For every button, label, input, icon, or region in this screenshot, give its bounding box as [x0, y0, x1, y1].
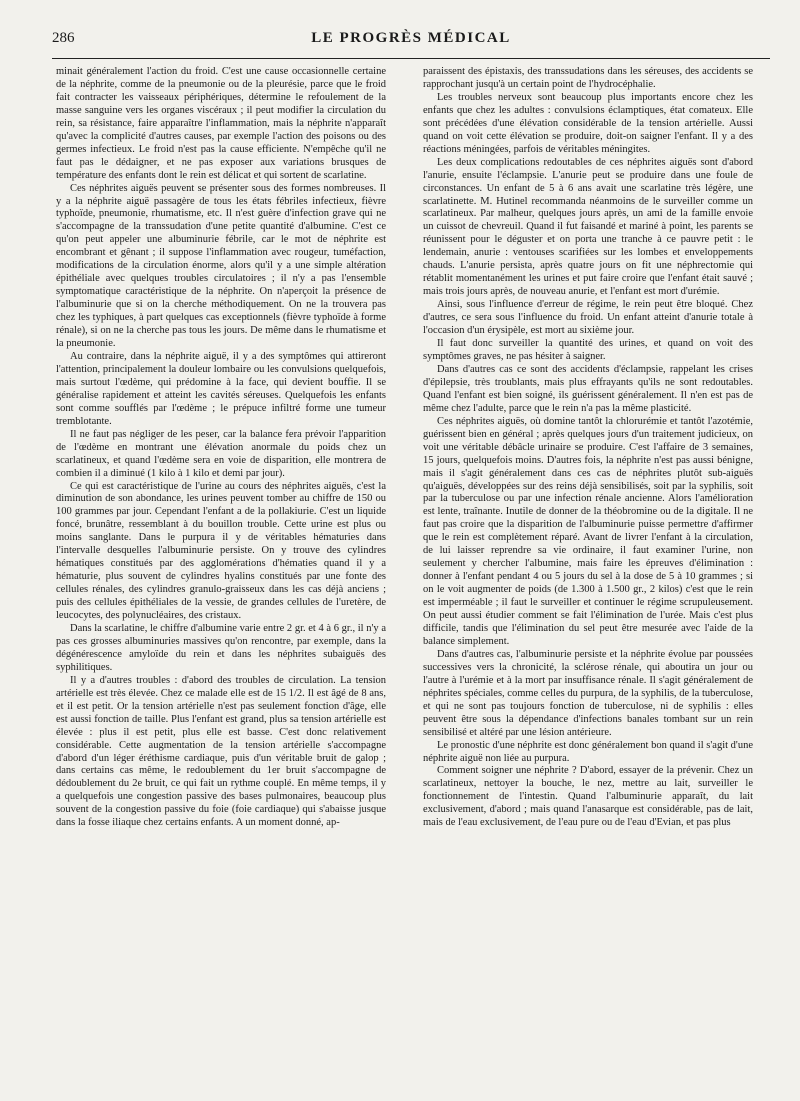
paragraph: Dans d'autres cas ce sont des accidents d'éclampsie, rappelant les crises d'épilepsie, très troublants, mais plus effrayants qu'ils ne sont redoutables. Quand l'enfant est bien soigné, ils guérissent généralement. Il n'en est pas de même chez l'adulte, parce que le rein n'a pas la même plasticité.	[423, 363, 753, 414]
paragraph: Ainsi, sous l'influence d'erreur de régime, le rein peut être bloqué. Chez d'autres, ce sera sous l'influence du froid. Un enfant atteint d'anurie totale à l'occasion d'un érysipèle, est mort au sixième jour.	[423, 299, 753, 337]
paragraph: paraissent des épistaxis, des transsudations dans les séreuses, des accidents se rapprochant jusqu'à un certain point de l'hydrocéphalie.	[423, 66, 753, 90]
paragraph: Comment soigner une néphrite ? D'abord, essayer de la prévenir. Chez un scarlatineux, nettoyer la bouche, le nez, mettre au lait, surveiller le fonctionnement de l'intestin. Quand l'albuminurie apparaît, du lait exclusivement, d'abord ; mais quand l'anasarque est considérable, pas de lait, mais de l'eau exclusivement, de l'eau pure ou de l'eau d'Evian, et pas plus	[423, 765, 753, 829]
paragraph: Les deux complications redoutables de ces néphrites aiguës sont d'abord l'anurie, ensuite l'éclampsie. L'anurie peut se produire dans une foule de circonstances. Un enfant de 5 à 6 ans avait une scarlatine très légère, une scarlatinette. M. Hutinel recommanda néanmoins de le surveiller comme un scarlatineux. Par malheur, quelques jours après, un ami de la famille envoie un cuissot de chevreuil. Quand il fut faisandé et mariné à point, les parents se réunissent pour le déguster et on porta une tranche à ce pauvre petit : le lendemain, anurie : ventouses scarifiées sur les lombes et enveloppements chauds. L'anurie persista, après quatre jours on fit une néphrectomie qui rétablit momentanément les urines et put faire croire que l'enfant était sauvé ; mais trois jours après, de nouveau anurie, et l'enfant est mort d'urémie.	[423, 156, 753, 298]
running-title: LE PROGRÈS MÉDICAL	[311, 30, 511, 46]
paragraph: Dans d'autres cas, l'albuminurie persiste et la néphrite évolue par poussées successives vers la chronicité, la sclérose rénale, qui aboutira un jour ou l'autre à l'urémie et à la mort par insuffisance rénale. Il s'agit généralement de néphrites spéciales, comme celles du purpura, de la syphilis, de la tuberculose, et qui ne sont pas toujours fonction de tuberculose, ni de syphilis : elles peuvent être sous la dépendance d'infections banales tombant sur un rein sensibilisé et altéré par une lésion antérieure.	[423, 648, 753, 738]
header-rule	[52, 58, 770, 59]
left-column	[56, 66, 386, 830]
paragraph: Ces néphrites aiguës peuvent se présenter sous des formes nombreuses. Il y a la néphrite aiguë passagère de tous les états fébriles infectieux, fièvre typhoïde, pneumonie, rhumatisme, etc. Il n'est guère d'infection grave qui ne s'accompagne de la transsudation d'une petite quantité d'albumine. C'est ce qu'on peut appeler une albuminurie fébrile, car le mot de néphrite est encombrant et gênant ; il suppose l'inflammation avec rougeur, tuméfaction, modifications de la circulation énorme, alors qu'il y a une simple altération épithéliale avec quelques troubles circulatoires ; il n'y a pas l'ensemble symptomatique caractéristique de la néphrite. On n'aperçoit la présence de l'albuminurie que si on la cherche méthodiquement. On ne la trouvera pas chez les typhiques, à part quelques cas exceptionnels (fièvre typhoïde à forme rénale), si on ne la cherche pas tous les jours. De même dans le rhumatisme et la pneumonie.	[56, 182, 386, 350]
paragraph: Les troubles nerveux sont beaucoup plus importants encore chez les enfants que chez les adultes : convulsions éclamptiques, état comateux. Elle sont précédées d'une élévation considérable de la tension artérielle. Aussi quand on voit cette élévation se produire, doit-on saigner l'enfant. Il y a des réactions méningées, parfois de véritables méningites.	[423, 91, 753, 155]
paragraph: Ce qui est caractéristique de l'urine au cours des néphrites aiguës, c'est la diminution de son abondance, les urines peuvent tomber au chiffre de 150 ou 100 grammes par jour. Cependant l'enfant a de la pollakiurie. C'est un liquide foncé, brunâtre, ressemblant à du bouillon trouble. Cette urine est plus ou moins sanglante. Dans le purpura il y de véritables hématuries dans l'intervalle desquelles l'albuminurie persiste. On y trouve des cylindres hématiques constitués par des agglomérations d'hématies quand il y a hématurie, plus souvent de cylindres hyalins constitués par une fonte des cellules rénales, des cylindres granulo-graisseux dans les cas déjà anciens ; puis des cellules épithéliales de la vessie, de grandes cellules de l'uretère, de leucocytes, des polynucléaires, des cristaux.	[56, 480, 386, 622]
right-column	[423, 66, 753, 830]
paragraph: minait généralement l'action du froid. C'est une cause occasionnelle certaine de la néphrite, comme de la pneumonie ou de la pleurésie, parce que le froid fait contracter les vaisseaux périphériques, détermine le refoulement de la masse sanguine vers les organes viscéraux ; il peut modifier la circulation du rein, sa résistance, faire apparaître l'inflammation, mais la néphrite n'apparaît qu'avec la complicité d'autres causes, par exemple l'action des poisons ou des germes infectieux. Le froid n'est pas la cause efficiente. N'empêche qu'il ne faut pas le dédaigner, et ne pas exposer aux variations brusques de température des enfants dont le rein est délicat et qui sortent de scarlatine.	[56, 66, 386, 181]
paragraph: Il ne faut pas négliger de les peser, car la balance fera prévoir l'apparition de l'œdème en montrant une élévation anormale du poids chez un scarlatineux, et quand l'œdème sera en voie de disparition, elle montrera de combien il a diminué (1 kilo à 1 kilo et demi par jour).	[56, 428, 386, 479]
page-header	[52, 30, 770, 56]
paragraph: Dans la scarlatine, le chiffre d'albumine varie entre 2 gr. et 4 à 6 gr., il n'y a pas ces grosses albuminuries massives qu'on rencontre, par exemple, dans la dégénérescence amyloïde du rein et dans les néphrites subaiguës des syphilitiques.	[56, 622, 386, 673]
paragraph: Au contraire, dans la néphrite aiguë, il y a des symptômes qui attireront l'attention, principalement la douleur lombaire ou les convulsions quelquefois, mais surtout l'œdème, qui prédomine à la face, qui devient bouffie. Il se généralise rapidement et atteint les cavités séreuses. Quelquefois les enfants sont comme soufflés par l'œdème ; le prépuce infiltré forme une tumeur tremblotante.	[56, 350, 386, 427]
paragraph: Il faut donc surveiller la quantité des urines, et quand on voit des symptômes graves, ne pas hésiter à saigner.	[423, 338, 753, 362]
paragraph: Le pronostic d'une néphrite est donc généralement bon quand il s'agit d'une néphrite aiguë non liée au purpura.	[423, 739, 753, 764]
paragraph: Il y a d'autres troubles : d'abord des troubles de circulation. La tension artérielle est très élevée. Chez ce malade elle est de 15 1/2. Il est âgé de 8 ans, et il est petit. Or la tension artérielle n'est pas seulement fonction d'âge, elle est aussi fonction de taille. Plus l'enfant est grand, plus sa tension artérielle est élevée : plus il est petit, plus elle est basse. C'est donc relativement considérable. Cette augmentation de la tension artérielle s'accompagne d'abord d'un léger éréthisme cardiaque, puis d'un véritable bruit de galop ; dans certains cas même, le redoublement du 1er bruit s'accompagne de dédoublement du 2e bruit, ce qui fait un rythme couplé. En même temps, il y a quelquefois une congestion passive des bases pulmonaires, beaucoup plus souvent de la congestion passive du foie (foie cardiaque) qui s'abaisse jusque dans la fosse iliaque chez certains enfants. A un moment donné, ap-	[56, 674, 386, 829]
paragraph: Ces néphrites aiguës, où domine tantôt la chlorurémie et tantôt l'azotémie, guérissent bien en général ; après quelques jours d'un traitement judicieux, on voit une véritable débâcle urinaire se produire. C'est l'affaire de 3 semaines, 15 jours, quelquefois moins. D'autres fois, la néphrite n'est pas aussi bénigne, mais il s'agit généralement dans ces cas de néphrites plutôt sub-aiguës qu'aiguës, développées sur des reins déjà sensibilisés, soit par la syphilis, soit par la tuberculose ou par une infection rénale ancienne. Alors l'amélioration est lente, traînante. Inutile de donner de la théobromine ou de la digitale. Il ne faut pas croire que la disparition de l'albuminurie puisse permettre d'affirmer que le rein est complètement réparé. Avant de livrer l'enfant à la circulation, de lui laisser reprendre sa vie ordinaire, il faut examiner l'urine, non seulement y chercher l'albumine, mais faire les épreuves d'élimination : donner à l'enfant pendant 4 ou 5 jours du sel à la dose de 5 à 10 grammes ; si on le voit augmenter de poids (de 1.300 à 1.500 gr., 2 kilos) c'est que le rein est imperméable ; il faut le surveiller et continuer le régime scrupuleusement. On peut aussi étudier comment se fait l'élimination de l'urée. Mais c'est plus difficile, tandis que l'élimination du sel peut être mesurée avec l'aide de la balance simplement.	[423, 415, 753, 647]
page-number: 286	[52, 30, 75, 46]
